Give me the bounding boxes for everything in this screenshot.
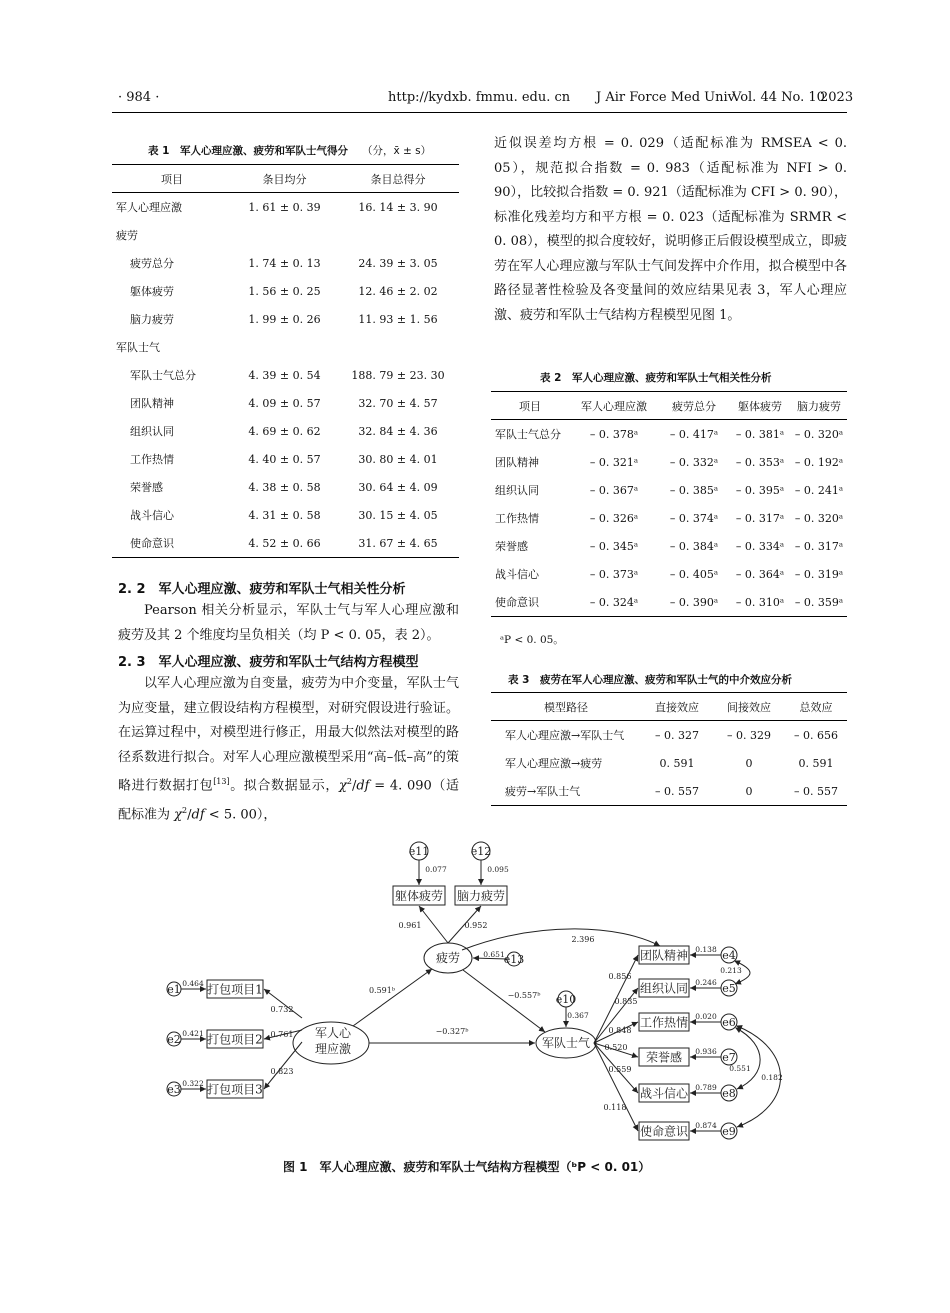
t1-cell: 组织认同 <box>130 425 174 438</box>
t3-col-header: 总效应 <box>785 693 847 721</box>
sem-figure <box>0 835 950 1155</box>
error-e4-label: e4 <box>722 949 736 962</box>
t1-row <box>112 305 459 333</box>
stress-indicator-1-label: 打包项目1 <box>207 982 263 997</box>
t2-row <box>491 420 847 449</box>
t1-cell: 24. 39 ± 3. 05 <box>358 256 438 270</box>
table2-caption: 表 2 军人心理应激、疲劳和军队士气相关性分析 <box>540 372 772 384</box>
t3-row <box>491 749 847 777</box>
t2-cell: – 0. 381ᵃ <box>729 420 791 449</box>
t2-cell: 使命意识 <box>491 588 569 617</box>
t1-row <box>112 221 459 249</box>
error-e8-label: e8 <box>722 1087 736 1100</box>
error-e12-label: e12 <box>470 845 492 858</box>
t1-cell: 12. 46 ± 2. 02 <box>358 284 438 298</box>
error-e10-label: e10 <box>555 993 577 1006</box>
t1-cell: 4. 31 ± 0. 58 <box>248 508 321 522</box>
error-value-e9: 0.874 <box>695 1121 717 1130</box>
t1-cell: 4. 39 ± 0. 54 <box>248 368 321 382</box>
error-e13-label: e13 <box>503 953 525 966</box>
t3-cell: 0. 591 <box>798 756 834 770</box>
t2-cell: – 0. 385ᵃ <box>669 483 719 497</box>
t3-row <box>491 721 847 750</box>
t2-row <box>491 532 847 560</box>
error-e5-label: e5 <box>722 982 736 995</box>
latent-stress-label-1: 军人心 <box>314 1026 352 1040</box>
t2-cell: – 0. 384ᵃ <box>669 539 719 553</box>
t3-cell: – 0. 656 <box>785 721 847 750</box>
error-value-e11: 0.077 <box>425 865 447 874</box>
t1-cell: 30. 64 ± 4. 09 <box>358 480 438 494</box>
t1-row <box>112 333 459 361</box>
t1-row <box>112 249 459 277</box>
t3-col-header: 模型路径 <box>491 693 641 721</box>
path-fatigue-morale-coef: −0.557ᵇ <box>507 991 541 1000</box>
error-value-e1: 0.464 <box>182 979 204 988</box>
section-2-3-heading: 2. 3 军人心理应激、疲劳和军队士气结构方程模型 <box>118 655 419 670</box>
t1-cell <box>337 333 459 361</box>
table1-caption: 表 1 军人心理应激、疲劳和军队士气得分 （分，x̄ ± s） <box>148 145 432 157</box>
t1-cell: 工作热情 <box>130 453 174 466</box>
t3-cell: 0 <box>713 777 785 806</box>
loading-stress-2-coef: 0.761 <box>270 1030 294 1039</box>
t2-cell: – 0. 405ᵃ <box>669 567 719 581</box>
morale-indicator-1-label: 团队精神 <box>639 948 689 963</box>
t1-cell <box>232 333 337 361</box>
path-stress-fatigue-coef: 0.591ᵇ <box>368 986 396 995</box>
t1-cell <box>232 221 337 249</box>
t1-row <box>112 501 459 529</box>
section-2-2-text: Pearson 相关分析显示，军队士气与军人心理应激和疲劳及其 2 个维度均呈负相关（均 P < 0. 05，表 2）。 <box>118 603 459 643</box>
page-number: · 984 · <box>118 90 160 105</box>
path-fatigue-team <box>462 929 660 950</box>
error-e6-label: e6 <box>722 1016 736 1029</box>
t1-cell: 使命意识 <box>112 529 232 558</box>
t1-cell: 4. 40 ± 0. 57 <box>248 452 321 466</box>
section-2-2-heading: 2. 2 军人心理应激、疲劳和军队士气相关性分析 <box>118 582 406 597</box>
t1-row <box>112 529 459 558</box>
morale-indicator-4-label: 荣誉感 <box>645 1050 683 1065</box>
loading-stress-1-coef: 0.732 <box>270 1005 294 1014</box>
t2-cell: – 0. 378ᵃ <box>569 420 659 449</box>
t1-cell: 1. 61 ± 0. 39 <box>232 193 337 222</box>
t3-cell: 军人心理应激→疲劳 <box>505 757 603 770</box>
table2 <box>491 391 847 617</box>
table3-caption: 表 3 疲劳在军人心理应激、疲劳和军队士气的中介效应分析 <box>508 674 792 686</box>
t2-cell: – 0. 334ᵃ <box>735 539 785 553</box>
t2-cell: – 0. 367ᵃ <box>589 483 639 497</box>
path-stress-morale-coef: −0.327ᵇ <box>435 1027 469 1036</box>
error-value-e5: 0.246 <box>695 978 717 987</box>
t1-row <box>112 389 459 417</box>
error-value-e7: 0.936 <box>695 1047 717 1056</box>
error-value-e2: 0.421 <box>182 1029 204 1038</box>
t2-cell: – 0. 395ᵃ <box>735 483 785 497</box>
t3-cell: – 0. 329 <box>713 721 785 750</box>
morale-indicator-5-label: 战斗信心 <box>639 1086 689 1101</box>
latent-stress-label-2: 理应激 <box>314 1042 352 1056</box>
t3-cell: – 0. 557 <box>785 777 847 806</box>
t1-row <box>112 193 459 222</box>
error-value-e13: 0.651 <box>483 950 505 959</box>
error-value-e3: 0.322 <box>182 1079 204 1088</box>
t1-row <box>112 473 459 501</box>
t3-row <box>491 777 847 806</box>
t1-cell: 30. 15 ± 4. 05 <box>358 508 438 522</box>
t2-cell: – 0. 241ᵃ <box>794 483 844 497</box>
t2-cell: 组织认同 <box>495 484 539 497</box>
t2-cell: – 0. 390ᵃ <box>659 588 729 617</box>
journal-volume: Vol. 44 No. 10 <box>732 90 825 105</box>
t2-cell: – 0. 321ᵃ <box>589 455 639 469</box>
t2-row <box>491 560 847 588</box>
t1-cell: 32. 84 ± 4. 36 <box>358 424 438 438</box>
error-e2-label: e2 <box>167 1033 181 1046</box>
t1-col-header: 项目 <box>112 165 232 193</box>
journal-name: J Air Force Med Univ <box>596 90 735 105</box>
t2-col-header: 项目 <box>491 392 569 420</box>
path-fatigue-team-coef: 2.396 <box>571 935 595 944</box>
t2-cell: – 0. 317ᵃ <box>735 511 785 525</box>
cov-e4-e5-coef: 0.213 <box>720 966 742 975</box>
loading-morale-6-coef: 0.118 <box>603 1103 627 1112</box>
table3 <box>491 692 847 806</box>
t1-cell: 31. 67 ± 4. 65 <box>337 529 459 558</box>
loading-morale-2-coef: 0.835 <box>614 997 638 1006</box>
error-e9-label: e9 <box>722 1125 736 1138</box>
t3-cell: – 0. 327 <box>641 721 713 750</box>
t1-row <box>112 277 459 305</box>
loading-morale-3-coef: 0.848 <box>608 1026 632 1035</box>
t2-cell: – 0. 332ᵃ <box>669 455 719 469</box>
t2-cell: – 0. 320ᵃ <box>791 420 847 449</box>
t1-cell: 1. 99 ± 0. 26 <box>248 312 321 326</box>
journal-year: 2023 <box>820 90 854 105</box>
error-value-e6: 0.020 <box>695 1012 717 1021</box>
error-e11-label: e11 <box>408 845 430 858</box>
table1 <box>112 164 459 558</box>
t1-cell <box>337 221 459 249</box>
morale-indicator-2-label: 组织认同 <box>639 981 689 996</box>
t2-cell: 荣誉感 <box>495 540 528 553</box>
t1-row <box>112 417 459 445</box>
t1-cell: 疲劳 <box>116 229 138 242</box>
t2-cell: 战斗信心 <box>495 568 539 581</box>
t1-cell: 16. 14 ± 3. 90 <box>337 193 459 222</box>
t2-row <box>491 588 847 617</box>
t1-cell: 4. 09 ± 0. 57 <box>248 396 321 410</box>
cov-e6-e9-coef: 0.182 <box>761 1073 783 1082</box>
t2-cell: 团队精神 <box>495 456 539 469</box>
path-stress-fatigue <box>353 969 432 1026</box>
fatigue-indicator-2-label: 脑力疲劳 <box>456 889 506 903</box>
t2-cell: 军队士气总分 <box>491 420 569 449</box>
t1-cell: 脑力疲劳 <box>130 313 174 326</box>
t2-cell: – 0. 417ᵃ <box>659 420 729 449</box>
t2-cell: – 0. 374ᵃ <box>669 511 719 525</box>
t3-cell: 军人心理应激→军队士气 <box>491 721 641 750</box>
t1-cell: 4. 69 ± 0. 62 <box>248 424 321 438</box>
t2-cell: – 0. 319ᵃ <box>794 567 844 581</box>
t2-cell: – 0. 192ᵃ <box>794 455 844 469</box>
morale-indicator-6-label: 使命意识 <box>639 1124 689 1139</box>
t2-cell: – 0. 364ᵃ <box>735 567 785 581</box>
latent-fatigue-label: 疲劳 <box>435 951 461 965</box>
t1-cell: 1. 74 ± 0. 13 <box>248 256 321 270</box>
t1-col-header: 条目均分 <box>232 165 337 193</box>
t3-cell: 疲劳→军队士气 <box>491 777 641 806</box>
t2-cell: – 0. 345ᵃ <box>589 539 639 553</box>
error-value-e10: 0.367 <box>567 1011 589 1020</box>
t3-col-header: 直接效应 <box>641 693 713 721</box>
error-e1-label: e1 <box>167 983 181 996</box>
t2-row <box>491 448 847 476</box>
t1-col-header: 条目总得分 <box>337 165 459 193</box>
t1-cell: 30. 80 ± 4. 01 <box>358 452 438 466</box>
error-value-e8: 0.789 <box>695 1083 717 1092</box>
loading-fatigue-1-coef: 0.961 <box>398 921 422 930</box>
loading-fatigue-2-coef: 0.952 <box>464 921 488 930</box>
t1-cell: 躯体疲劳 <box>130 285 174 298</box>
t2-cell: – 0. 310ᵃ <box>729 588 791 617</box>
loading-morale-4-coef: 0.520 <box>604 1043 628 1052</box>
loading-morale-6 <box>594 1043 638 1131</box>
section-2-3-text: 以军人心理应激为自变量，疲劳为中介变量，军队士气为应变量，建立假设结构方程模型，对研究假设进行验证。在运算过程中，对模型进行修正，用最大似然法对模型的路径系数进行拟合。对军人心理应激模型采用“高–低–高”的策略进行数据打包[13]。拟合数据显示，$\chi^2/df = 4$. 090（适配标准为 $\chi^2/df < 5$. 00）， <box>118 676 459 823</box>
t2-cell: 工作热情 <box>495 512 539 525</box>
t1-cell: 疲劳总分 <box>130 257 174 270</box>
t2-col-header: 躯体疲劳 <box>729 392 791 420</box>
t1-cell: 188. 79 ± 23. 30 <box>351 368 445 382</box>
table2-footnote: ᵃP < 0. 05。 <box>500 634 564 646</box>
loading-stress-3 <box>264 1042 302 1089</box>
loading-morale-5-coef: 0.559 <box>608 1065 632 1074</box>
t1-cell: 团队精神 <box>130 397 174 410</box>
t1-cell: 军队士气 <box>116 341 160 354</box>
latent-morale-label: 军队士气 <box>541 1036 591 1050</box>
loading-stress-3-coef: 0.823 <box>270 1067 294 1076</box>
t2-col-header: 军人心理应激 <box>569 392 659 420</box>
t2-cell: – 0. 373ᵃ <box>589 567 639 581</box>
figure1-caption: 图 1 军人心理应激、疲劳和军队士气结构方程模型（ᵇP < 0. 01） <box>283 1160 651 1174</box>
t2-cell: – 0. 359ᵃ <box>791 588 847 617</box>
loading-morale-1-coef: 0.856 <box>608 972 632 981</box>
t2-col-header: 疲劳总分 <box>659 392 729 420</box>
t1-cell: 11. 93 ± 1. 56 <box>358 312 438 326</box>
t1-cell: 1. 56 ± 0. 25 <box>248 284 321 298</box>
loading-fatigue-1 <box>419 906 448 943</box>
t2-cell: – 0. 324ᵃ <box>569 588 659 617</box>
morale-indicator-3-label: 工作热情 <box>639 1015 689 1030</box>
t1-cell: 32. 70 ± 4. 57 <box>358 396 438 410</box>
t3-cell: – 0. 557 <box>641 777 713 806</box>
stress-indicator-3-label: 打包项目3 <box>207 1082 263 1097</box>
error-e3-label: e3 <box>167 1083 181 1096</box>
fatigue-indicator-1-label: 躯体疲劳 <box>394 889 444 903</box>
journal-url: http://kydxb. fmmu. edu. cn <box>388 90 571 105</box>
t1-cell: 荣誉感 <box>130 481 163 494</box>
t1-cell: 4. 38 ± 0. 58 <box>248 480 321 494</box>
t1-cell: 4. 52 ± 0. 66 <box>232 529 337 558</box>
t2-cell: – 0. 326ᵃ <box>589 511 639 525</box>
t1-row <box>112 445 459 473</box>
cov-e6-e8-coef: 0.551 <box>729 1064 751 1073</box>
t2-cell: – 0. 317ᵃ <box>794 539 844 553</box>
error-value-e12: 0.095 <box>487 865 509 874</box>
t2-cell: – 0. 353ᵃ <box>735 455 785 469</box>
t3-cell: 0 <box>745 756 753 770</box>
error-e7-label: e7 <box>722 1051 736 1064</box>
t2-cell: – 0. 320ᵃ <box>794 511 844 525</box>
t2-col-header: 脑力疲劳 <box>791 392 847 420</box>
error-value-e4: 0.138 <box>695 945 717 954</box>
header-rule <box>112 112 847 113</box>
t2-row <box>491 476 847 504</box>
t1-cell: 军人心理应激 <box>112 193 232 222</box>
stress-indicator-2-label: 打包项目2 <box>207 1032 263 1047</box>
t1-cell: 战斗信心 <box>130 509 174 522</box>
t2-row <box>491 504 847 532</box>
path-fatigue-morale <box>463 970 545 1032</box>
right-column-text: 近似误差均方根 = 0. 029（适配标准为 RMSEA < 0. 05），规范拟合指数 = 0. 983（适配标准为 NFI > 0. 90），比较拟合指数 = 0. 921（适配标准为 CFI > 0. 90），标准化残差均方和平方根 = 0. 023（适配标准为 SRMR < 0. 08），模型的拟合度较好，说明修正后假设模型成立，即疲劳在军人心理应激与军队士气间发挥中介作用，拟合模型中各路径显著性检验及各变量间的效应结果见表 3，军人心理应激、疲劳和军队士气结构方程模型见图 1。 <box>494 136 847 323</box>
t3-cell: 0. 591 <box>659 756 695 770</box>
t1-cell: 军队士气总分 <box>130 369 196 382</box>
t1-row <box>112 361 459 389</box>
t3-col-header: 间接效应 <box>713 693 785 721</box>
table1-unit: （分，x̄ ± s） <box>361 145 432 157</box>
